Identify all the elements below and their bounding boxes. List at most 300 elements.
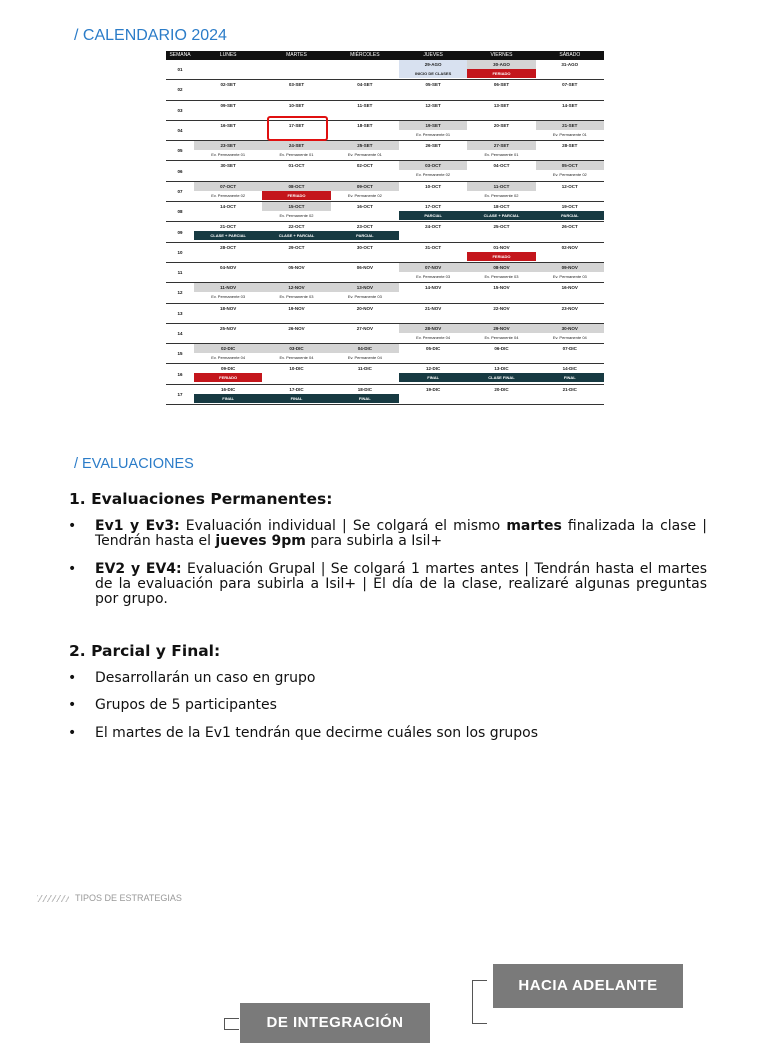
day-date: 24-SET (262, 141, 330, 150)
calendar-week-row (166, 344, 604, 364)
day-date: 02-NOV (561, 244, 578, 250)
day-note: FINAL (536, 373, 604, 382)
calendar-day-cell (331, 202, 399, 221)
day-date: 09-SET (220, 102, 236, 108)
calendar-day-cell (331, 121, 399, 140)
day-note (194, 252, 262, 261)
calendar-day-cell (331, 161, 399, 180)
day-note (399, 231, 467, 240)
calendar-day-cell (399, 385, 467, 404)
calendar-header (166, 51, 604, 60)
calendar-day-cell (536, 304, 604, 323)
calendar-week-row (166, 283, 604, 303)
calendar-day-cell (467, 202, 535, 221)
day-note: Ev. Permanente 03 (279, 294, 314, 300)
day-note (331, 110, 399, 119)
day-note: Ev. Permanente 03 (416, 273, 451, 279)
day-date: 21-OCT (220, 224, 237, 230)
day-note (536, 292, 604, 301)
day-note: Ev. Permanente 01 (552, 131, 587, 137)
day-date: 19-DIC (426, 386, 441, 392)
calendar-title: / CALENDARIO 2024 (74, 27, 227, 44)
day-note (399, 150, 467, 159)
day-date (262, 60, 330, 69)
day-note (262, 252, 330, 261)
calendar-day-cell (262, 304, 330, 323)
day-note: Ev. Permanente 02 (416, 172, 451, 178)
calendar-week-row (166, 80, 604, 100)
calendar-day-cell (331, 324, 399, 343)
day-date: 02-OCT (356, 163, 373, 169)
day-date: 07-OCT (194, 182, 262, 191)
day-date: 04-DIC (331, 344, 399, 353)
calendar-week-row (166, 202, 604, 222)
parcial-item-1: Desarrollarán un caso en grupo (95, 670, 316, 686)
day-date: 07-DIC (562, 346, 577, 352)
day-date: 02-SET (220, 82, 236, 88)
integration-strategy-box: DE INTEGRACIÓN (240, 1003, 430, 1043)
calendar-day-cell (399, 121, 467, 140)
day-note: Ev. Permanente 01 (279, 152, 314, 158)
day-date: 20-SET (493, 122, 510, 128)
calendar-day-cell (467, 222, 535, 241)
day-date: 06-NOV (356, 264, 373, 270)
day-date: 13-NOV (331, 283, 399, 292)
week-number: 17 (177, 391, 183, 397)
day-note: FINAL (331, 394, 399, 403)
day-date: 10-DIC (289, 366, 304, 372)
day-note (536, 191, 604, 200)
day-date: 20-NOV (356, 305, 373, 311)
calendar-week-row (166, 141, 604, 161)
day-date: 12-SET (425, 102, 441, 108)
day-date: 29-OCT (288, 244, 305, 250)
calendar-day-cell (399, 304, 467, 323)
calendar-week-row (166, 304, 604, 324)
day-note (331, 211, 399, 220)
calendar-day-cell (399, 344, 467, 363)
day-note (536, 394, 604, 403)
parcial-item-3: El martes de la Ev1 tendrán que decirme cuáles son los grupos (95, 725, 539, 741)
day-note (194, 272, 262, 281)
calendar-day-cell (467, 304, 535, 323)
day-date: 26-OCT (561, 224, 578, 230)
day-date: 14-SET (562, 102, 578, 108)
day-note: PARCIAL (536, 211, 604, 220)
evaluations-title: / EVALUACIONES (74, 456, 194, 472)
calendar-day-cell (331, 141, 399, 160)
day-date: 03-SET (288, 82, 305, 88)
calendar-day-cell (331, 263, 399, 282)
calendar-day-cell (467, 161, 535, 180)
calendar-day-cell (536, 161, 604, 180)
day-date: 04-OCT (493, 163, 510, 169)
calendar-day-cell (399, 161, 467, 180)
calendar-day-cell (331, 304, 399, 323)
calendar-day-cell (331, 364, 399, 383)
calendar-week-row (166, 60, 604, 80)
day-note (399, 292, 467, 301)
day-note: Ev. Permanente 04 (416, 334, 451, 340)
day-date: 11-SET (357, 102, 373, 108)
day-note (331, 313, 399, 322)
day-note (399, 394, 467, 403)
day-note: Ev. Permanente 03 (552, 273, 587, 279)
day-date: 08-NOV (467, 263, 535, 272)
day-date: 25-NOV (220, 325, 237, 331)
day-date: 09-NOV (536, 263, 604, 272)
day-note (467, 394, 535, 403)
calendar-day-cell (467, 283, 535, 302)
day-note: Ev. Permanente 04 (279, 355, 314, 361)
calendar-day-cell (262, 60, 330, 79)
calendar-day-cell (194, 202, 262, 221)
day-note (262, 89, 330, 98)
day-date: 09-DIC (221, 366, 236, 372)
day-date: 10-OCT (425, 183, 442, 189)
calendar-day-cell (536, 182, 604, 201)
header-day: JUEVES (423, 52, 443, 58)
day-date: 12-DIC (426, 366, 441, 372)
day-note: INICIO DE CLASES (399, 69, 467, 78)
calendar-week-row (166, 182, 604, 202)
calendar-day-cell (399, 263, 467, 282)
calendar-day-cell (536, 141, 604, 160)
day-note: Ev. Permanente 01 (347, 152, 382, 158)
week-number: 07 (177, 188, 183, 194)
day-note (194, 313, 262, 322)
calendar-day-cell (467, 344, 535, 363)
item-text: para subirla a Isil+ (305, 533, 443, 549)
calendar-day-cell (536, 243, 604, 262)
day-date: 04-NOV (220, 264, 237, 270)
calendar-day-cell (399, 202, 467, 221)
day-note: Ev. Permanente 03 (347, 294, 382, 300)
week-number: 04 (177, 128, 183, 134)
day-note: PARCIAL (331, 231, 399, 240)
day-note (194, 130, 262, 139)
day-note (331, 252, 399, 261)
calendar-day-cell (536, 202, 604, 221)
calendar-day-cell (194, 222, 262, 241)
calendar-day-cell (262, 222, 330, 241)
day-date: 12-OCT (561, 183, 578, 189)
calendar-day-cell (536, 344, 604, 363)
bullet: • (68, 725, 77, 741)
calendar-day-cell (536, 364, 604, 383)
week-number: 06 (177, 168, 183, 174)
calendar-day-cell (399, 222, 467, 241)
day-date: 14-DIC (562, 366, 577, 372)
calendar-week-row (166, 324, 604, 344)
week-number: 05 (177, 148, 183, 154)
calendar-day-cell (331, 344, 399, 363)
week-number: 15 (177, 351, 183, 357)
day-note (331, 333, 399, 342)
calendar-day-cell (262, 161, 330, 180)
header-day: MARTES (286, 52, 307, 58)
calendar-table (166, 51, 604, 405)
header-day: VIERNES (490, 52, 513, 58)
calendar-day-cell (262, 243, 330, 262)
day-note (399, 252, 467, 261)
day-date: 28-NOV (399, 324, 467, 333)
day-date: 06-DIC (494, 346, 509, 352)
day-note (262, 69, 330, 78)
day-note (262, 333, 330, 342)
calendar-day-cell (399, 141, 467, 160)
day-date: 04-SET (357, 82, 373, 88)
calendar-day-cell (194, 283, 262, 302)
day-note (467, 313, 535, 322)
calendar-day-cell (536, 121, 604, 140)
header-day: LUNES (219, 52, 237, 58)
day-date: 18-DIC (357, 386, 372, 392)
day-note: FINAL (399, 373, 467, 382)
day-date: 31-OCT (425, 244, 442, 250)
day-note: FINAL (262, 394, 330, 403)
calendar-day-cell (467, 80, 535, 99)
day-note (194, 170, 262, 179)
parcial-final-heading: 2. Parcial y Final: (69, 642, 221, 660)
day-note (536, 69, 604, 78)
calendar-day-cell (467, 141, 535, 160)
calendar-day-cell (399, 283, 467, 302)
day-note (331, 373, 399, 382)
day-date: 03-DIC (262, 344, 330, 353)
day-note: Ev. Permanente 03 (484, 273, 519, 279)
calendar-day-cell (262, 263, 330, 282)
day-date: 05-NOV (288, 264, 305, 270)
day-date: 16-DIC (221, 386, 236, 392)
day-date: 30-OCT (356, 244, 373, 250)
day-note: Ev. Permanente 04 (347, 355, 382, 361)
day-date: 21-DIC (562, 386, 577, 392)
calendar-week-row (166, 121, 604, 141)
day-date: 19-SET (399, 121, 467, 130)
day-date: 27-NOV (356, 325, 373, 331)
permanent-evaluations-heading: 1. Evaluaciones Permanentes: (69, 490, 333, 508)
day-note: CLASE + PARCIAL (467, 211, 535, 220)
calendar-day-cell (262, 344, 330, 363)
day-date: 01-NOV (493, 244, 510, 250)
day-date: 31-AGO (561, 62, 579, 67)
day-note (194, 89, 262, 98)
bracket-line (224, 1018, 239, 1030)
selected-date-highlight (267, 116, 328, 141)
calendar-day-cell (331, 60, 399, 79)
week-number: 03 (177, 107, 183, 113)
calendar-week-row (166, 385, 604, 405)
perm-item-2 (95, 562, 707, 607)
day-note: Ev. Permanente 02 (347, 192, 382, 198)
day-note: Ev. Permanente 01 (416, 131, 451, 137)
day-note (194, 110, 262, 119)
week-number: 09 (177, 229, 183, 235)
week-number: 10 (177, 249, 183, 255)
item-text: finalizada la clase | Tendrán hasta el (95, 518, 707, 549)
day-note (194, 69, 262, 78)
calendar-day-cell (467, 243, 535, 262)
calendar-body (166, 60, 604, 405)
day-date: 11-DIC (357, 366, 372, 372)
calendar-day-cell (331, 283, 399, 302)
calendar-day-cell (399, 364, 467, 383)
day-date: 21-NOV (425, 305, 442, 311)
day-date: 05-DIC (426, 346, 441, 352)
calendar-day-cell (262, 141, 330, 160)
bullet: • (68, 518, 77, 534)
week-number: 01 (177, 67, 183, 73)
day-date: 24-OCT (425, 224, 442, 230)
bracket-line (472, 980, 487, 1024)
day-date: 09-OCT (331, 182, 399, 191)
calendar-day-cell (467, 101, 535, 120)
day-date: 18-NOV (220, 305, 237, 311)
day-date: 14-NOV (425, 285, 442, 291)
day-date (194, 60, 262, 69)
calendar-day-cell (194, 364, 262, 383)
day-date: 17-DIC (289, 386, 304, 392)
calendar-day-cell (467, 385, 535, 404)
day-note (262, 373, 330, 382)
day-date: 19-NOV (288, 305, 305, 311)
calendar-day-cell (536, 324, 604, 343)
calendar-day-cell (399, 80, 467, 99)
day-note (467, 353, 535, 362)
day-date: 05-SET (425, 82, 441, 88)
day-date: 27-SET (467, 141, 535, 150)
calendar-day-cell (536, 60, 604, 79)
day-date: 29-NOV (467, 324, 535, 333)
day-date: 16-OCT (356, 204, 373, 210)
day-date: 07-NOV (399, 263, 467, 272)
day-date: 18-SET (357, 122, 373, 128)
day-note (399, 353, 467, 362)
day-date: 15-NOV (493, 285, 510, 291)
forward-strategy-box: HACIA ADELANTE (493, 964, 683, 1008)
calendar-day-cell (331, 243, 399, 262)
day-note: Ev. Permanente 02 (279, 213, 314, 219)
day-date: 11-NOV (194, 283, 262, 292)
day-note (331, 69, 399, 78)
day-note: Ev. Permanente 03 (211, 294, 246, 300)
perm-item-1 (95, 519, 707, 549)
calendar-day-cell (536, 283, 604, 302)
hatch-decoration (37, 895, 69, 902)
bullet: • (68, 670, 77, 686)
day-note (536, 231, 604, 240)
item-text: Evaluación Grupal | Se colgará 1 martes antes | Tendrán hasta el martes de la evaluación para subirla a Isil+ | El día de la clase, realizaré algunas preguntas por grupo. (95, 561, 707, 607)
calendar-day-cell (194, 80, 262, 99)
day-note (399, 89, 467, 98)
day-date: 28-OCT (220, 244, 237, 250)
calendar-day-cell (194, 243, 262, 262)
week-number: 16 (177, 371, 183, 377)
day-note: Ev. Permanente 02 (552, 172, 587, 178)
day-note (194, 211, 262, 220)
calendar-week-row (166, 263, 604, 283)
week-number: 14 (177, 331, 183, 336)
day-note (262, 170, 330, 179)
day-note (399, 110, 467, 119)
day-note: CLASE FINAL (467, 373, 535, 382)
calendar-day-cell (331, 222, 399, 241)
day-date: 14-OCT (220, 204, 237, 210)
day-date: 23-NOV (561, 305, 578, 311)
day-note (331, 89, 399, 98)
day-date: 20-DIC (494, 386, 509, 392)
day-date: 10-SET (288, 102, 305, 108)
day-note: Ev. Permanente 04 (552, 334, 587, 340)
bullet: • (68, 561, 77, 577)
calendar-day-cell (467, 263, 535, 282)
calendar-day-cell (331, 101, 399, 120)
day-date: 30-NOV (536, 324, 604, 333)
calendar-day-cell (467, 182, 535, 201)
day-note (467, 110, 535, 119)
day-note: FERIADO (262, 191, 330, 200)
calendar-day-cell (262, 364, 330, 383)
day-note: Ev. Permanente 04 (484, 334, 519, 340)
calendar-day-cell (262, 324, 330, 343)
calendar-day-cell (194, 324, 262, 343)
day-date (331, 60, 399, 69)
day-date: 17-OCT (425, 204, 442, 210)
calendar-day-cell (399, 243, 467, 262)
day-note (536, 353, 604, 362)
day-note (331, 272, 399, 281)
day-note (331, 170, 399, 179)
day-note: FINAL (194, 394, 262, 403)
day-note: Ev. Permanente 01 (484, 152, 519, 158)
bullet: • (68, 697, 77, 713)
item-text: Evaluación individual | Se colgará el mismo (179, 518, 507, 534)
week-number: 02 (177, 87, 183, 93)
calendar-day-cell (262, 202, 330, 221)
strategies-label (37, 893, 182, 903)
calendar-day-cell (262, 385, 330, 404)
calendar-day-cell (194, 182, 262, 201)
week-number: 08 (177, 209, 183, 215)
day-date: 13-DIC (494, 366, 509, 372)
day-note: CLASE + PARCIAL (262, 231, 330, 240)
day-note (536, 110, 604, 119)
calendar-day-cell (467, 60, 535, 79)
day-date: 11-OCT (467, 182, 535, 191)
calendar-day-cell (194, 304, 262, 323)
calendar-day-cell (194, 141, 262, 160)
day-date: 25-OCT (493, 224, 510, 230)
day-date: 03-OCT (399, 161, 467, 170)
day-note (467, 170, 535, 179)
day-date: 02-DIC (194, 344, 262, 353)
day-date: 22-NOV (493, 305, 510, 311)
parcial-item-2: Grupos de 5 participantes (95, 697, 277, 713)
day-date: 05-OCT (536, 161, 604, 170)
day-date: 17-SET (288, 122, 305, 128)
calendar-day-cell (399, 101, 467, 120)
calendar-day-cell (399, 182, 467, 201)
header-day: SÁBADO (559, 52, 581, 58)
day-date: 13-SET (493, 102, 510, 108)
day-note: Ev. Permanente 01 (211, 152, 246, 158)
calendar-day-cell (467, 324, 535, 343)
day-date: 23-OCT (356, 224, 373, 230)
calendar-day-cell (467, 121, 535, 140)
day-note (262, 313, 330, 322)
day-date: 06-SET (493, 82, 510, 88)
